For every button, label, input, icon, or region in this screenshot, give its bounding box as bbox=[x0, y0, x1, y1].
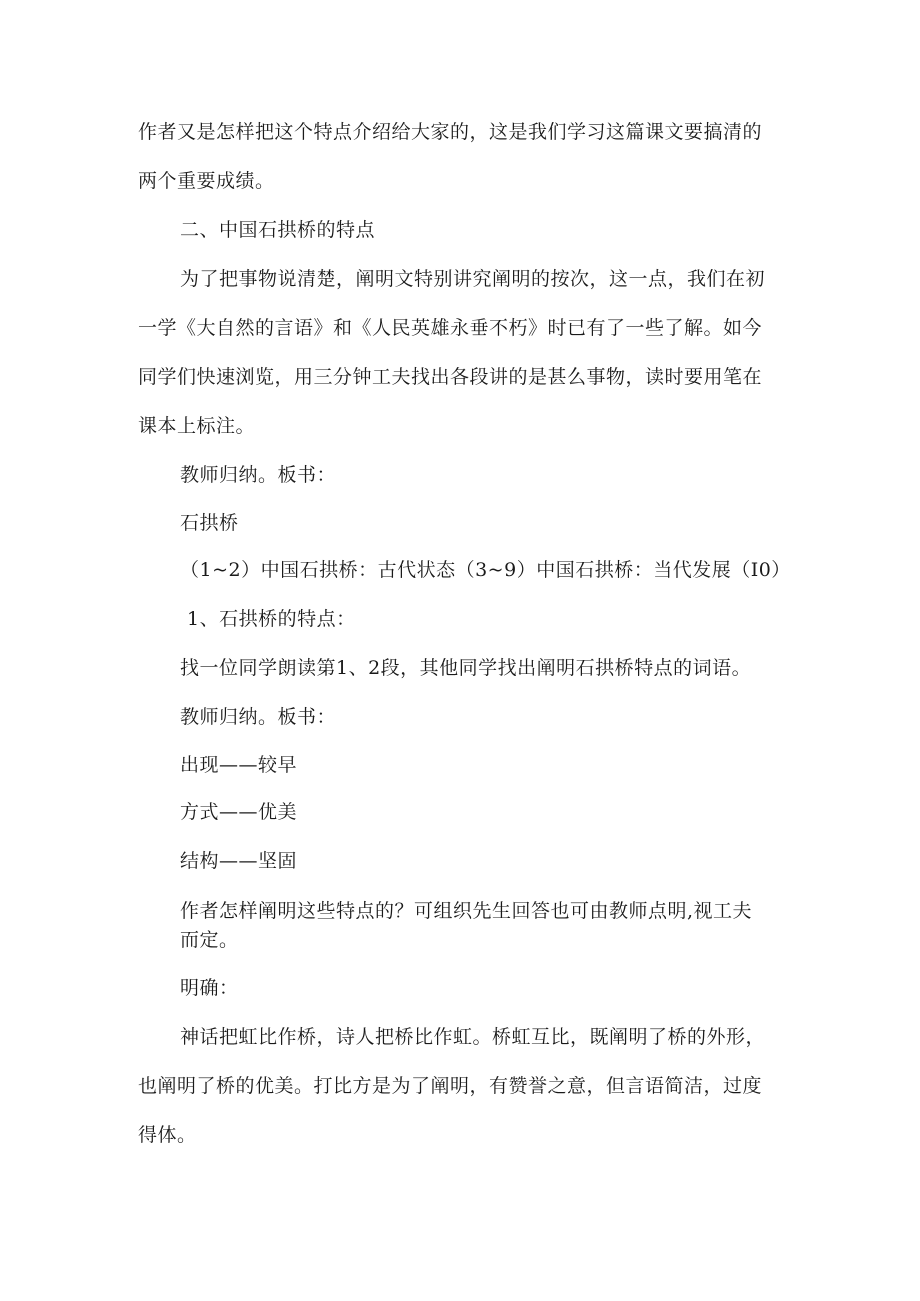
paragraph-line: 一学《大自然的言语》和《人民英雄永垂不朽》时已有了一些了解。如今 bbox=[138, 317, 763, 339]
paragraph-line: 教师归纳。板书： bbox=[180, 706, 337, 728]
paragraph-line: （1~2）中国石拱桥：古代状态（3~9）中国石拱桥：当代发展（I0） bbox=[180, 559, 791, 581]
paragraph-line: 出现——较早 bbox=[180, 754, 298, 776]
paragraph-line: 得体。 bbox=[138, 1124, 197, 1146]
paragraph-line: 作者又是怎样把这个特点介绍给大家的，这是我们学习这篇课文要搞清的 bbox=[138, 121, 763, 143]
paragraph-line: 结构——坚固 bbox=[180, 850, 298, 872]
paragraph-line: 为了把事物说清楚，阐明文特别讲究阐明的按次，这一点，我们在初 bbox=[180, 268, 766, 290]
paragraph-line: 明确： bbox=[180, 977, 239, 999]
paragraph-line: 作者怎样阐明这些特点的？可组织先生回答也可由教师点明,视工夫 bbox=[180, 900, 753, 922]
paragraph-line: 课本上标注。 bbox=[138, 415, 256, 437]
paragraph-line: 方式——优美 bbox=[180, 801, 298, 823]
paragraph-line: 石拱桥 bbox=[180, 512, 239, 534]
paragraph-line: 而定。 bbox=[180, 929, 239, 951]
section-heading: 二、中国石拱桥的特点 bbox=[180, 219, 376, 241]
paragraph-line: 也阐明了桥的优美。打比方是为了阐明，有赞誉之意，但言语简洁，过度 bbox=[138, 1075, 763, 1097]
paragraph-line: 教师归纳。板书： bbox=[180, 464, 337, 486]
paragraph-line: 神话把虹比作桥，诗人把桥比作虹。桥虹互比，既阐明了桥的外形， bbox=[180, 1026, 766, 1048]
paragraph-line: 同学们快速浏览，用三分钟工夫找出各段讲的是甚么事物，读时要用笔在 bbox=[138, 366, 763, 388]
section-heading: 1、石拱桥的特点： bbox=[187, 608, 356, 630]
paragraph-line: 找一位同学朗读第1、2段，其他同学找出阐明石拱桥特点的词语。 bbox=[180, 657, 752, 679]
paragraph-line: 两个重要成绩。 bbox=[138, 170, 275, 192]
